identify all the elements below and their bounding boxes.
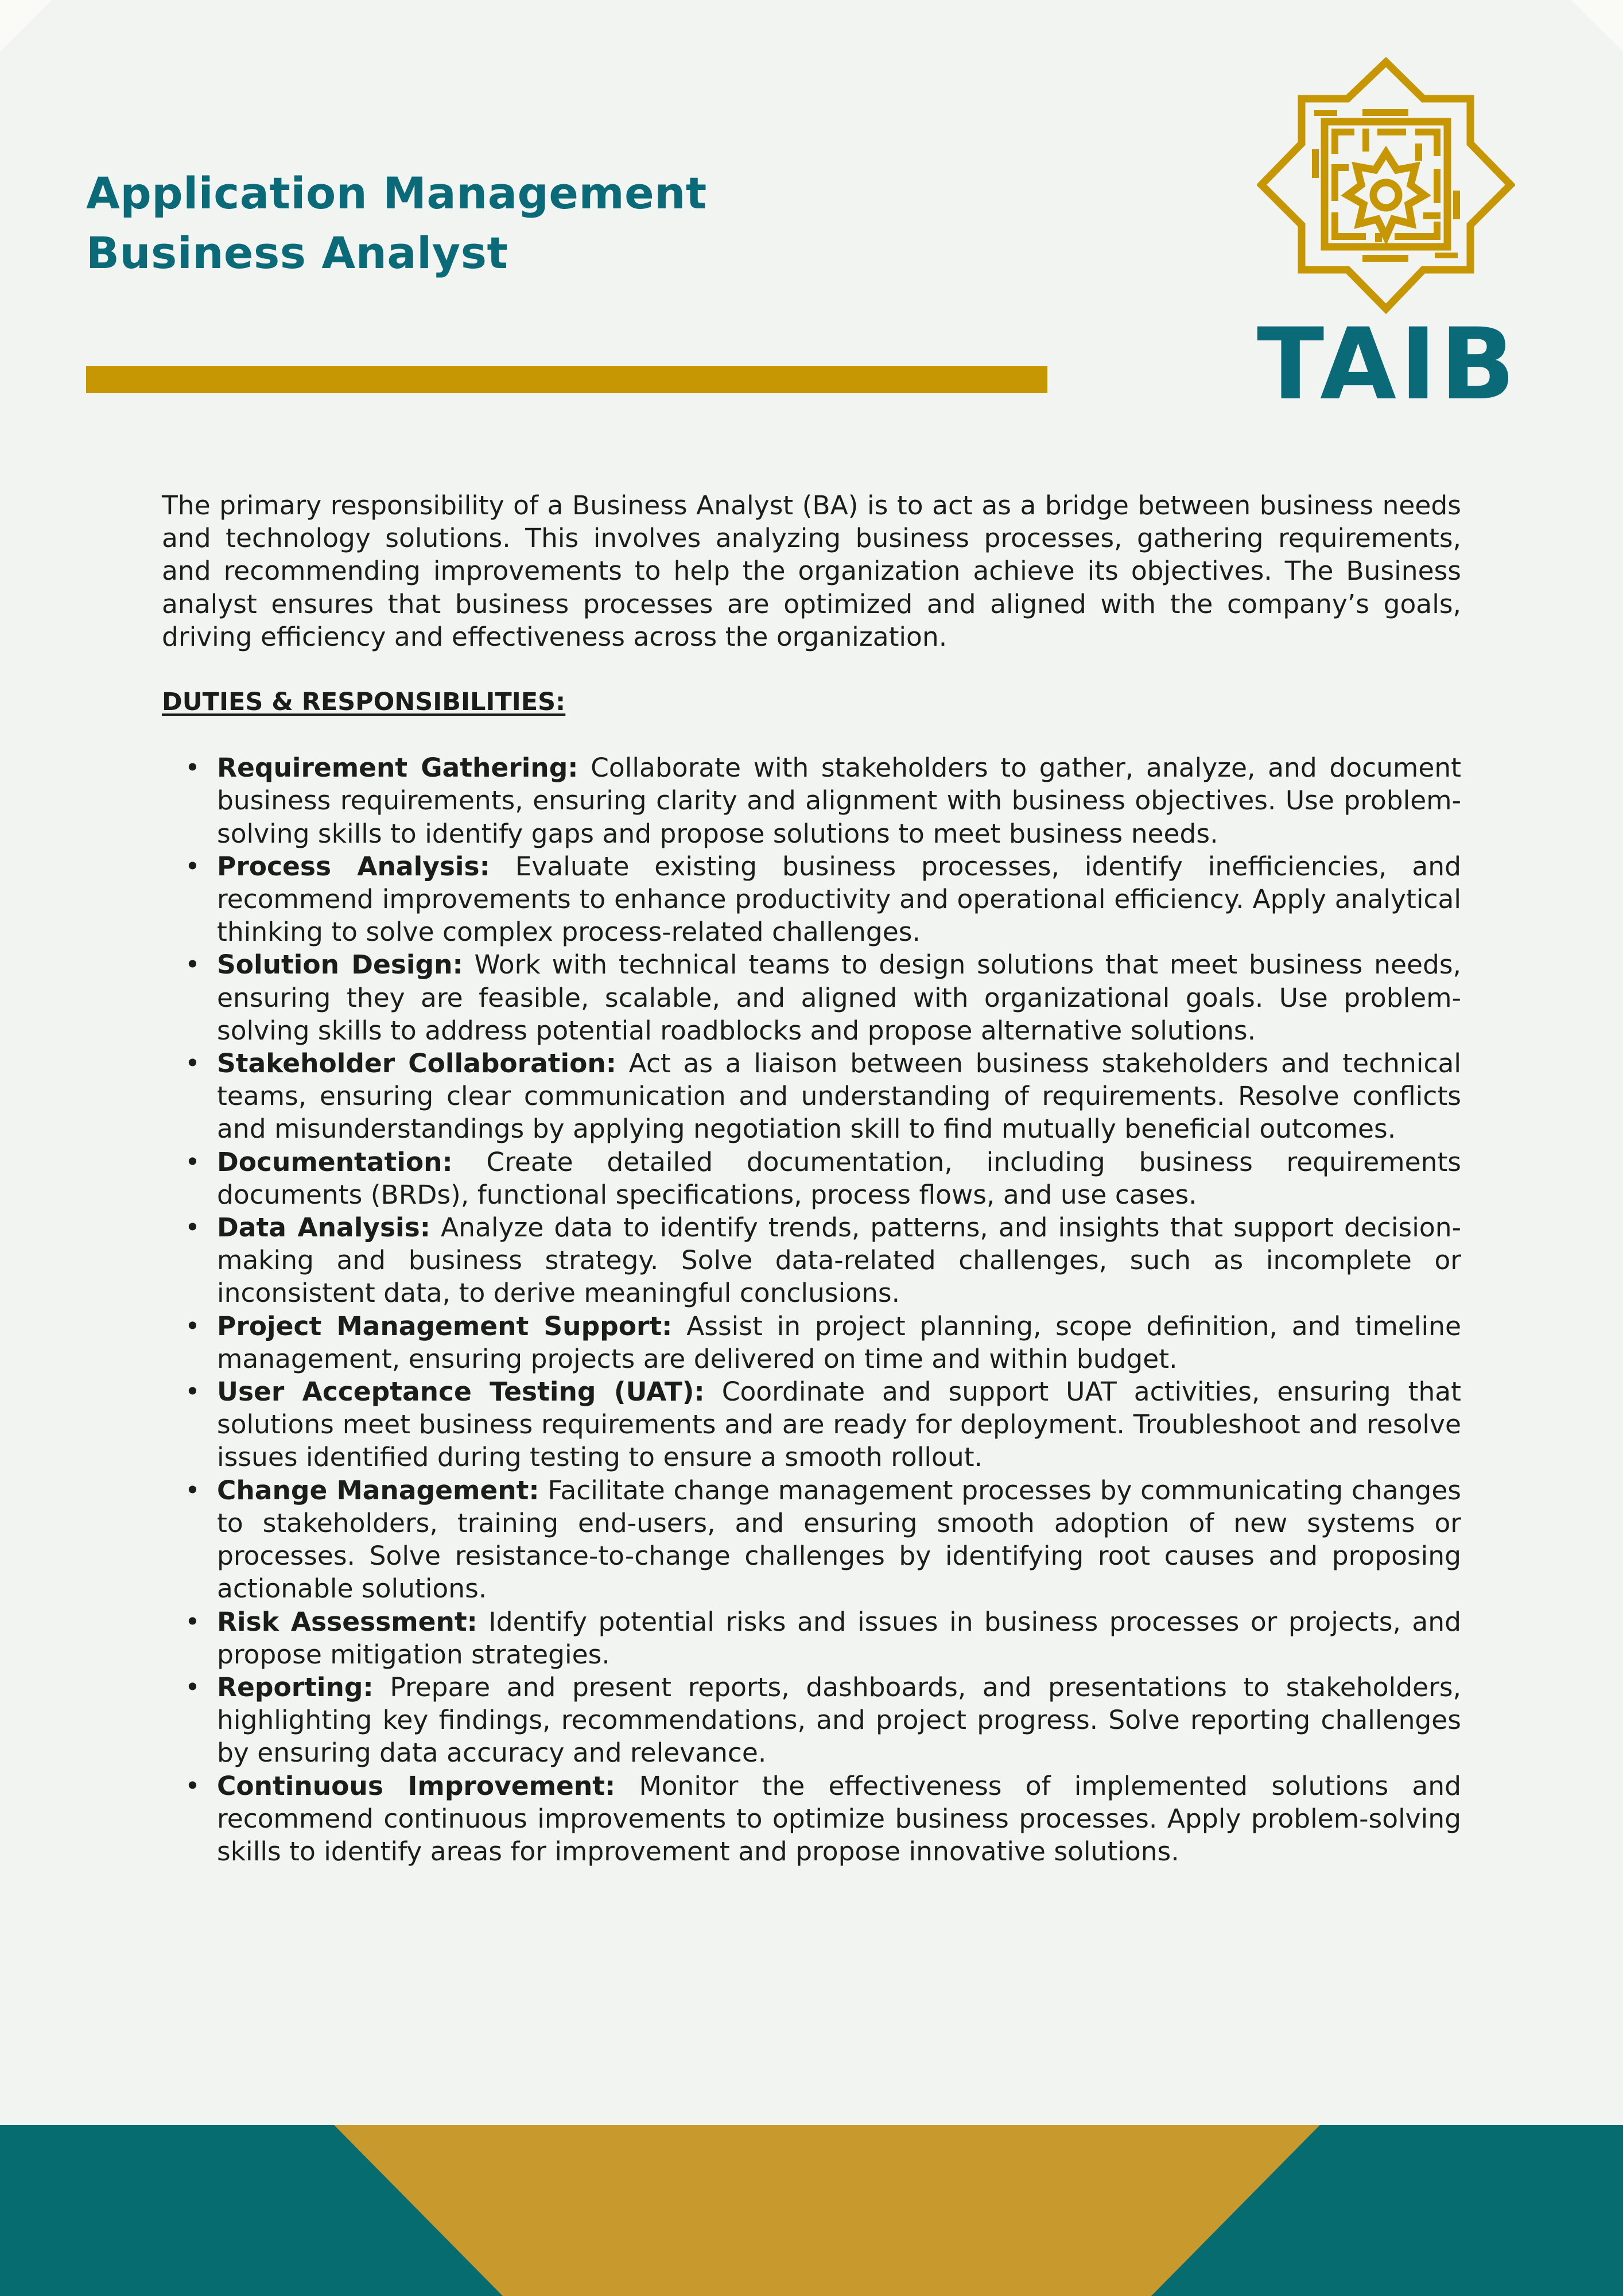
duty-text: Act as a liaison between business stakeholders and technical teams, ensuring clear communication and understanding of requirements. Resolve conflicts and misunderstandings by applying negotiation skill to find mutually beneficial outcomes. <box>217 1048 1461 1145</box>
duties-list <box>162 751 1461 1868</box>
duty-item: • Documentation: Create detailed documentation, including business requirements documents (BRDs), functional specifications, process flows, and use cases. <box>185 1146 1461 1210</box>
page-title <box>86 164 707 283</box>
duty-item: • Stakeholder Collaboration: Act as a liaison between business stakeholders and technical teams, ensuring clear communication and understanding of requirements. Resolve conflicts and misunderstandings by applying negotiation skill to find mutually beneficial outcomes. <box>185 1048 1461 1145</box>
duty-text: Assist in project planning, scope definition, and timeline management, ensuring projects are delivered on time and within budget. <box>217 1310 1462 1374</box>
duty-label: Data Analysis: <box>217 1212 430 1243</box>
duties-heading: DUTIES & RESPONSIBILITIES: <box>162 688 566 717</box>
duty-label: Documentation: <box>217 1146 453 1177</box>
duty-text: Coordinate and support UAT activities, ensuring that solutions meet business requirements and are ready for deployment. Troubleshoot and resolve issues identified during testing to ensure a smooth rollout. <box>217 1376 1462 1473</box>
duty-label: Project Management Support: <box>217 1310 673 1341</box>
title-line-1: Application Management <box>86 168 707 219</box>
duty-label: User Acceptance Testing (UAT): <box>217 1376 705 1407</box>
duty-label: Continuous Improvement: <box>217 1770 616 1801</box>
taib-wordmark: TAIB <box>1257 307 1519 422</box>
duty-text: Prepare and present reports, dashboards, and presentations to stakeholders, highlighting key findings, recommendations, and project progress. Solve reporting challenges by ensuring data accuracy and relevance. <box>217 1671 1461 1768</box>
duty-label: Process Analysis: <box>217 851 490 882</box>
duty-item: • Project Management Support: Assist in project planning, scope definition, and timeline management, ensuring projects are delivered on time and within budget. <box>185 1310 1462 1374</box>
duty-item: • Solution Design: Work with technical teams to design solutions that meet business needs, ensuring they are feasible, scalable, and aligned with organizational goals. Use problem-solving skills to address potential roadblocks and propose alternative solutions. <box>185 949 1461 1046</box>
duty-label: Change Management: <box>217 1475 539 1506</box>
title-line-2: Business Analyst <box>86 227 508 278</box>
duty-item: • Data Analysis: Analyze data to identify trends, patterns, and insights that support decision-making and business strategy. Solve data-related challenges, such as incomplete or inconsistent data, to derive meaningful conclusions. <box>185 1212 1461 1309</box>
duty-text: Collaborate with stakeholders to gather, analyze, and document business requirements, ensuring clarity and alignment with business objectives. Use problem-solving skills to identify gaps and propose solutions to meet business needs. <box>217 753 1461 849</box>
duty-item: • Continuous Improvement: Monitor the effectiveness of implemented solutions and recommend continuous improvements to optimize business processes. Apply problem-solving skills to identify areas for improvement and propose innovative solutions. <box>185 1770 1462 1867</box>
duty-label: Risk Assessment: <box>217 1606 477 1637</box>
duty-text: Evaluate existing business processes, identify inefficiencies, and recommend improvements to enhance productivity and operational efficiency. Apply analytical thinking to solve complex process-related challenges. <box>217 851 1461 948</box>
duty-item: • Risk Assessment: Identify potential risks and issues in business processes or projects, and propose mitigation strategies. <box>185 1606 1461 1670</box>
duty-item: • User Acceptance Testing (UAT): Coordinate and support UAT activities, ensuring that solutions meet business requirements and are ready for deployment. Troubleshoot and resolve issues identified during testing to ensure a smooth rollout. <box>185 1376 1462 1473</box>
intro-paragraph: The primary responsibility of a Business Analyst (BA) is to act as a bridge between business needs and technology solutions. This involves analyzing business processes, gathering requirements, and recommending improvements to help the organization achieve its objectives. The Business analyst ensures that business processes are optimized and aligned with the company’s goals, driving efficiency and effectiveness across the organization. <box>162 490 1461 652</box>
duty-label: Solution Design: <box>217 949 463 980</box>
duty-text: Work with technical teams to design solutions that meet business needs, ensuring they are feasible, scalable, and aligned with organizational goals. Use problem-solving skills to address potential roadblocks and propose alternative solutions. <box>217 949 1461 1046</box>
duty-label: Requirement Gathering: <box>217 753 578 784</box>
duty-text: Analyze data to identify trends, patterns, and insights that support decision-making and business strategy. Solve data-related challenges, such as incomplete or inconsistent data, to derive meaningful conclusions. <box>217 1212 1461 1309</box>
duty-text: Monitor the effectiveness of implemented solutions and recommend continuous improvements to optimize business processes. Apply problem-solving skills to identify areas for improvement and propose innovative solutions. <box>217 1770 1462 1867</box>
duty-text: Identify potential risks and issues in business processes or projects, and propose mitigation strategies. <box>217 1606 1461 1670</box>
duty-text: Facilitate change management processes by communicating changes to stakeholders, training end-users, and ensuring smooth adoption of new systems or processes. Solve resistance-to-change challenges by identifying root causes and proposing actionable solutions. <box>217 1475 1462 1604</box>
duty-text: Create detailed documentation, including business requirements documents (BRDs), functional specifications, process flows, and use cases. <box>217 1146 1461 1210</box>
duty-item: • Process Analysis: Evaluate existing business processes, identify inefficiencies, and recommend improvements to enhance productivity and operational efficiency. Apply analytical thinking to solve complex process-related challenges. <box>185 851 1461 948</box>
footer-band <box>0 2125 1623 2296</box>
duty-label: Stakeholder Collaboration: <box>217 1048 616 1079</box>
duty-item: • Requirement Gathering: Collaborate with stakeholders to gather, analyze, and document business requirements, ensuring clarity and alignment with business objectives. Use problem-solving skills to identify gaps and propose solutions to meet business needs. <box>185 753 1461 849</box>
job-description <box>162 489 1461 1868</box>
duty-item: • Reporting: Prepare and present reports, dashboards, and presentations to stakeholders, highlighting key findings, recommendations, and project progress. Solve reporting challenges by ensuring data accuracy and relevance. <box>185 1671 1461 1768</box>
title-underline-bar <box>86 366 1047 393</box>
duty-item: • Change Management: Facilitate change management processes by communicating changes to stakeholders, training end-users, and ensuring smooth adoption of new systems or processes. Solve resistance-to-change challenges by identifying root causes and proposing actionable solutions. <box>185 1475 1462 1604</box>
duty-label: Reporting: <box>217 1671 374 1702</box>
